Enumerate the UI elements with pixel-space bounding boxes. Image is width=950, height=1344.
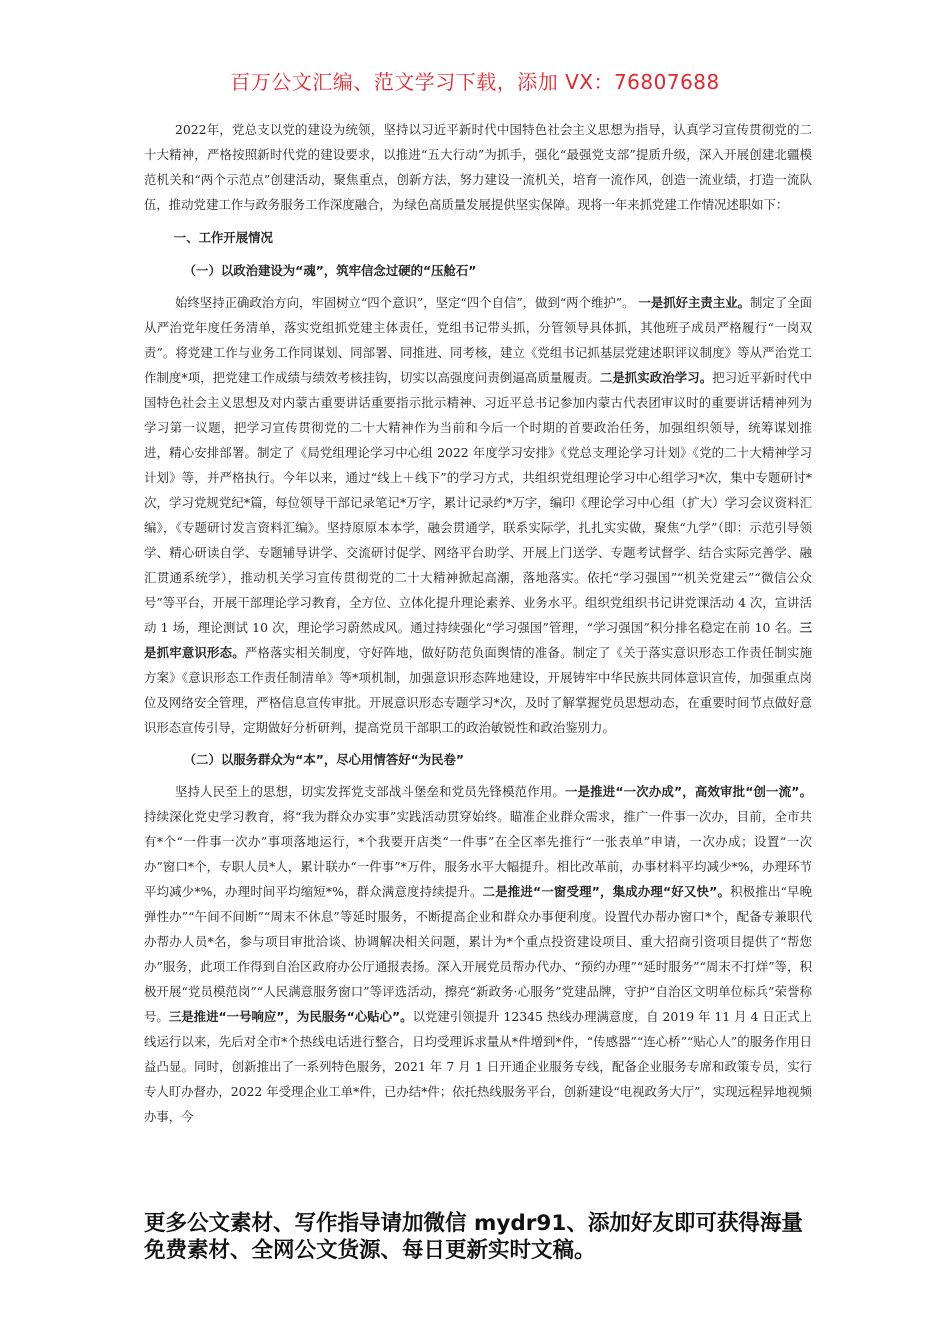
body-text: 以党建引领提升 12345 热线办理满意度，自 2019 年 11 月 4 日正式上线运行以来，先后对全市*个热线电话进行整合，日均受理诉求量从*件增到*件，“传感器”“连心桥”“贴心人”的服务作用日益凸显。同时，创新推出了一系列特色服务，2021 年 7 月 1 日开通企业服务专线，配备企业服务专席和政策专员，实行专人盯办督办，2022 年受理企业工单*件，已办结*件；依托热线服务平台，创新建设“电视政务大厅”，实现远程异地视频办事，今: [144, 1009, 813, 1124]
body-text: 持续深化党史学习教育，将“我为群众办实事”实践活动贯穿始终。瞄准企业群众需求，推广一件事一次办，目前，全市共有*个“一件事一次办”事项落地运行，*个我要开店类“一件事”在全区率先推行“一张表单”申请，一次办成；设置“一次办”窗口*个，专职人员*人，累计联办“一件事”*万件，服务水平大幅提升。相比改革前，办事材料平均减少*%，办理环节平均减少*%，办理时间平均缩短*%，群众满意度持续提升。: [144, 809, 812, 899]
subsection-2-paragraph: [144, 779, 812, 1129]
section-heading: 一、工作开展情况: [173, 230, 273, 245]
subsection-heading-1: （一）以政治建设为“魂”，筑牢信念过硬的“压舱石”: [183, 263, 477, 278]
body-text: 严格落实相关制度，守好阵地，做好防范负面舆情的准备。制定了《关于落实意识形态工作责任制实施方案》《意识形态工作责任制清单》等*项机制，加强意识形态阵地建设，开展铸牢中华民族共同体意识宣传，加强重点岗位及网络安全管理，严格信息宣传审批。开展意识形态专题学习*次，及时了解掌握党员思想动态，在重要时间节点做好意识形态宣传引导，定期做好分析研判，提高党员干部职工的政治敏锐性和政治鉴别力。: [144, 645, 813, 735]
body-text: 积极推出“早晚弹性办”“午间不间断”“周末不休息”等延时服务，不断提高企业和群众办事便利度。设置代办帮办窗口*个，配备专兼职代办帮办人员*名，参与项目审批洽谈、协调解决相关问题，累计为*个重点投资建设项目、重大招商引资项目提供了“帮您办”服务，此项工作得到自治区政府办公厅通报表扬。深入开展党员帮办代办、“预约办理”“延时服务”“周末不打烊”等，积极开展“党员模范岗”“人民满意服务窗口”等评选活动，擦亮“新政务·心服务”党建品牌，守护“自治区文明单位标兵”荣誉称号。: [144, 884, 813, 1024]
body-text: 把习近平新时代中国特色社会主义思想及对内蒙古重要讲话重要指示批示精神、习近平总书记参加内蒙古代表团审议时的重要讲话精神列为学习第一议题，把学习宣传贯彻党的二十大精神作为当前和今后一个时期的首要政治任务，加强组织领导，统筹谋划推进，精心安排部署。制定了《局党组理论学习中心组 2022 年度学习安排》《党总支理论学习计划》《党的二十大精神学习计划》等，并严格执行。今年以来，通过“线上＋线下”的学习方式，共组织党组理论学习中心组学习*次，集中专题研讨*次，学习党规党纪*篇，每位领导干部记录笔记*万字，累计记录约*万字，编印《理论学习中心组（扩大）学习会议资料汇编》，《专题研讨发言资料汇编》。坚持原原本本学，融会贯通学，联系实际学，扎扎实实做，聚焦“九学”（即：示范引导领学、精心研读自学、专题辅导讲学、交流研讨促学、网络平台助学、开展上门送学、专题考试督学、结合实际完善学、融汇贯通系统学），推动机关学习宣传贯彻党的二十大精神掀起高潮，落地落实。依托“学习强国”“机关党建云”“微信公众号”等平台，开展干部理论学习教育，全方位、立体化提升理论素养、业务水平。组织党组织书记讲党课活动 4 次，宣讲活动 1 场，理论测试 10 次，理论学习蔚然成风。通过持续强化“学习强国”管理，“学习强国”积分排名稳定在前 10 名。: [144, 370, 813, 635]
body-text: 制定了全面从严治党年度任务清单，落实党组抓党建主体责任，党组书记带头抓，分管领导具体抓，其他班子成员严格履行“一岗双责”。将党建工作与业务工作同谋划、同部署、同推进、同考核，建立《党组书记抓基层党建述职评议制度》等从严治党工作制度*项，把党建工作成绩与绩效考核挂钩，切实以高强度问责倒逼高质量履责。: [144, 295, 813, 385]
body-text: 坚持人民至上的思想，切实发挥党支部战斗堡垒和党员先锋模范作用。: [175, 784, 565, 799]
bold-lead-phrase: 二是抓实政治学习。: [599, 370, 713, 385]
promo-footer: 更多公文素材、写作指导请加微信 mydr91、添加好友即可获得海量免费素材、全网公文货源、每日更新实时文稿。: [144, 1211, 803, 1263]
intro-paragraph: 2022年，党总支以党的建设为统领，坚持以习近平新时代中国特色社会主义思想为指导，认真学习宣传贯彻党的二十大精神，严格按照新时代党的建设要求，以推进“五大行动”为抓手，强化“最强党支部”提质升级，深入开展创建北疆模范机关和“两个示范点”创建活动，聚焦重点，创新方法，努力建设一流机关，培育一流作风，创造一流业绩，打造一流队伍，推动党建工作与政务服务工作深度融合，为绿色高质量发展提供坚实保障。现将一年来抓党建工作情况述职如下：: [144, 122, 812, 212]
subsection-1-paragraph: [144, 290, 812, 740]
document-body: [144, 117, 812, 1129]
bold-lead-phrase: 一是推进“一次办成”，高效审批“创一流”。: [565, 784, 813, 799]
bold-lead-phrase: 一是抓好主责主业。: [638, 295, 751, 310]
subsection-heading-2: （二）以服务群众为“本”，尽心用情答好“为民卷”: [183, 752, 465, 767]
body-text: 始终坚持正确政治方向，牢固树立“四个意识”，坚定“四个自信”，做到“两个维护”。: [175, 295, 639, 310]
bold-lead-phrase: 二是推进“一窗受理”，集成办理“好又快”。: [482, 884, 731, 899]
watermark-banner: 百万公文汇编、范文学习下载，添加 VX：76807688: [230, 70, 720, 94]
bold-lead-phrase: 三是抓牢意识形态。: [144, 620, 812, 660]
bold-lead-phrase: 三是推进“一号响应”，为民服务“心贴心”。: [168, 1009, 413, 1024]
